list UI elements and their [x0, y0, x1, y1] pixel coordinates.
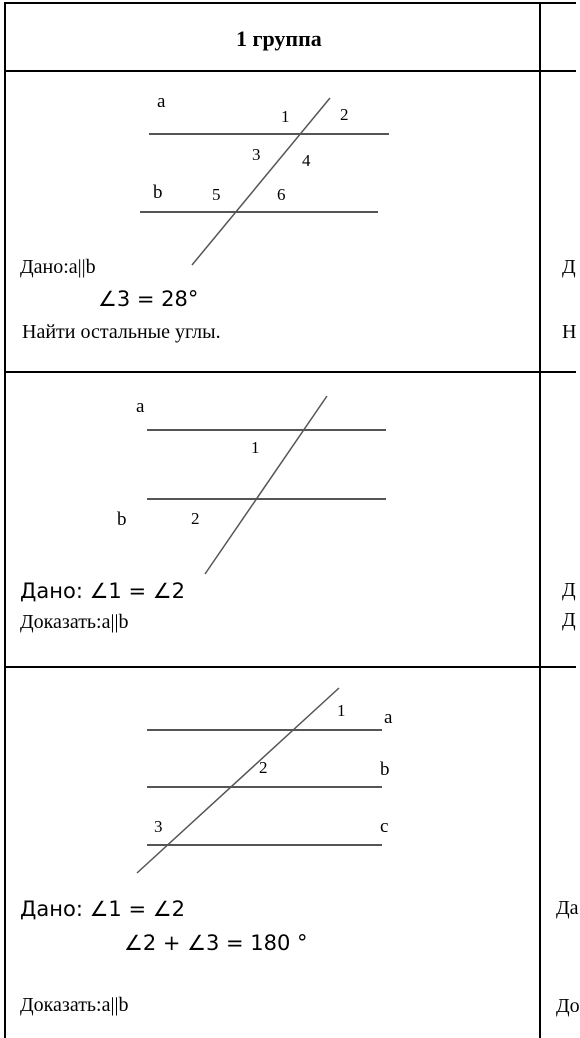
angle-label-2: 2	[191, 509, 200, 528]
label-b: b	[117, 509, 127, 530]
angle-label-3: 3	[154, 817, 163, 836]
problem-1-given-angle: ∠3 = 28°	[98, 287, 199, 311]
angle-label-4: 4	[302, 151, 311, 170]
cut-text: Д	[562, 256, 576, 278]
cut-text: Д	[562, 579, 576, 601]
angle-label-6: 6	[277, 185, 286, 204]
problem-3-given-2: ∠2 + ∠3 = 180 °	[124, 931, 308, 955]
cut-text: Да	[556, 897, 579, 919]
label-a: a	[384, 707, 393, 728]
problem-1-given: Дано:a||b	[20, 256, 96, 278]
problem-2-prove: Доказать:a||b	[20, 611, 129, 633]
angle-label-1: 1	[281, 107, 290, 126]
label-a: a	[157, 91, 166, 112]
angle-label-2: 2	[340, 105, 349, 124]
problem-3-given: Дано: ∠1 = ∠2	[20, 897, 185, 921]
problem-2-given: Дано: ∠1 = ∠2	[20, 579, 185, 603]
angle-label-1: 1	[337, 701, 346, 720]
angle-label-5: 5	[212, 185, 221, 204]
angle-label-1: 1	[251, 438, 260, 457]
label-b: b	[153, 182, 163, 203]
label-c: c	[380, 816, 389, 837]
problem-3-prove: Доказать:a||b	[20, 994, 129, 1016]
cut-text: Д	[562, 609, 576, 631]
cut-text: Н	[562, 321, 577, 343]
problem-1-task: Найти остальные углы.	[22, 321, 221, 343]
angle-label-3: 3	[252, 145, 261, 164]
cut-text: До	[556, 995, 580, 1017]
label-b: b	[380, 759, 390, 780]
column-header-group-1: 1 группа	[236, 26, 322, 51]
angle-label-2: 2	[259, 758, 268, 777]
label-a: a	[136, 396, 145, 417]
